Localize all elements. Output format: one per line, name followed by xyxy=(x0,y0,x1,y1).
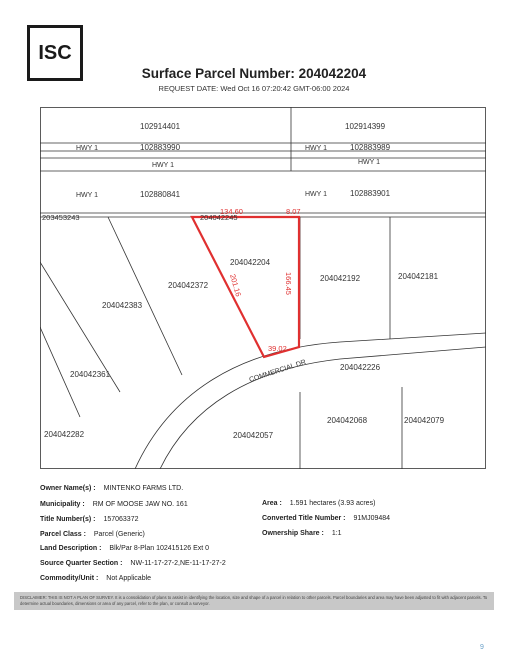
road-label: HWY 1 xyxy=(305,191,328,198)
road-edge xyxy=(135,333,486,469)
dimension-label: 201.16 xyxy=(228,273,244,298)
parcel-class-value: Parcel (Generic) xyxy=(93,531,145,538)
parcel-label: 204042204 xyxy=(230,258,271,267)
dimension-label: 39.02 xyxy=(268,344,287,353)
parcel-label: 204042068 xyxy=(327,416,368,425)
land-desc-row xyxy=(40,545,209,552)
ownership-label: Ownership Share : xyxy=(262,530,324,537)
isc-logo: ISC xyxy=(27,25,83,81)
land-desc-label: Land Description : xyxy=(40,545,102,552)
parcel-label: 102914399 xyxy=(345,122,386,131)
converted-value: 91MJ09484 xyxy=(353,515,391,522)
converted-row xyxy=(262,515,390,522)
map-lines xyxy=(40,107,486,469)
dimension-label: 134.60 xyxy=(220,207,243,216)
source-qs-row xyxy=(40,560,226,567)
parcel-label: 204042282 xyxy=(44,430,85,439)
parcel-map xyxy=(40,107,486,469)
source-qs-label: Source Quarter Section : xyxy=(40,560,123,567)
owner-label: Owner Name(s) : xyxy=(40,485,96,492)
road-label: HWY 1 xyxy=(76,192,99,199)
parcel-class-label: Parcel Class : xyxy=(40,531,86,538)
title-label: Title Number(s) : xyxy=(40,516,96,523)
parcel-label: 102880841 xyxy=(140,190,181,199)
commodity-value: Not Applicable xyxy=(106,575,152,582)
map-border xyxy=(41,108,486,469)
commodity-label: Commodity/Unit : xyxy=(40,575,99,582)
parcel-label: 204042226 xyxy=(340,363,381,372)
municipality-row xyxy=(40,501,188,508)
owner-row xyxy=(40,485,183,492)
road-label: HWY 1 xyxy=(358,159,381,166)
ownership-row xyxy=(262,530,342,537)
parcel-label: 102883989 xyxy=(350,143,391,152)
parcel-label: 204042383 xyxy=(102,301,143,310)
page-title: Surface Parcel Number: 204042204 xyxy=(141,66,367,81)
parcel-label: 204042181 xyxy=(398,272,439,281)
subject-parcel-outline xyxy=(192,217,299,357)
road-label: HWY 1 xyxy=(305,145,328,152)
divider-line xyxy=(108,217,182,375)
parcel-label: 203453243 xyxy=(42,213,80,222)
area-label: Area : xyxy=(262,500,282,507)
commodity-row xyxy=(40,575,151,582)
parcel-label: 204042057 xyxy=(233,431,274,440)
municipality-value: RM OF MOOSE JAW NO. 161 xyxy=(92,501,188,508)
road-label: HWY 1 xyxy=(76,145,99,152)
owner-value: MINTENKO FARMS LTD. xyxy=(103,485,184,492)
road-label-commercial: COMMERCIAL DR xyxy=(248,358,307,384)
land-desc-value: Blk/Par 8-Plan 102415126 Ext 0 xyxy=(109,545,210,552)
dimension-label: 166.45 xyxy=(284,272,293,295)
source-qs-value: NW-11-17-27-2,NE-11-17-27-2 xyxy=(130,560,226,567)
page-mark: 9 xyxy=(480,644,484,651)
parcel-label: 204042079 xyxy=(404,416,445,425)
disclaimer-bar: DISCLAIMER: THIS IS NOT A PLAN OF SURVEY. It is a consolidation of plans to assist in identifying the location, size and shape of a parcel in relation to other parcels. Parcel boundaries and area may have been adjusted to fit with adjacent parcels. To determine actual boundaries, dimensions or area of any parcel, refer to the plan, or consult a surveyor. xyxy=(14,592,494,610)
ownership-value: 1:1 xyxy=(331,530,342,537)
parcel-label: 204042245 xyxy=(200,213,238,222)
road-edge xyxy=(160,347,486,469)
converted-label: Converted Title Number : xyxy=(262,515,346,522)
request-date: REQUEST DATE: Wed Oct 16 07:20:42 GMT-06:00 2024 xyxy=(158,84,350,93)
parcel-label: 102883990 xyxy=(140,143,181,152)
parcel-label: 204042361 xyxy=(70,370,111,379)
parcel-label: 102914401 xyxy=(140,122,181,131)
area-row xyxy=(262,500,375,507)
parcel-label: 204042372 xyxy=(168,281,209,290)
title-value: 157063372 xyxy=(103,516,139,523)
municipality-label: Municipality : xyxy=(40,501,85,508)
parcel-label: 102883901 xyxy=(350,189,391,198)
area-value: 1.591 hectares (3.93 acres) xyxy=(289,500,376,507)
parcel-class-row xyxy=(40,531,145,538)
road-label: HWY 1 xyxy=(152,162,175,169)
title-row xyxy=(40,516,139,523)
dimension-label: 8.07 xyxy=(286,207,301,216)
parcel-label: 204042192 xyxy=(320,274,361,283)
